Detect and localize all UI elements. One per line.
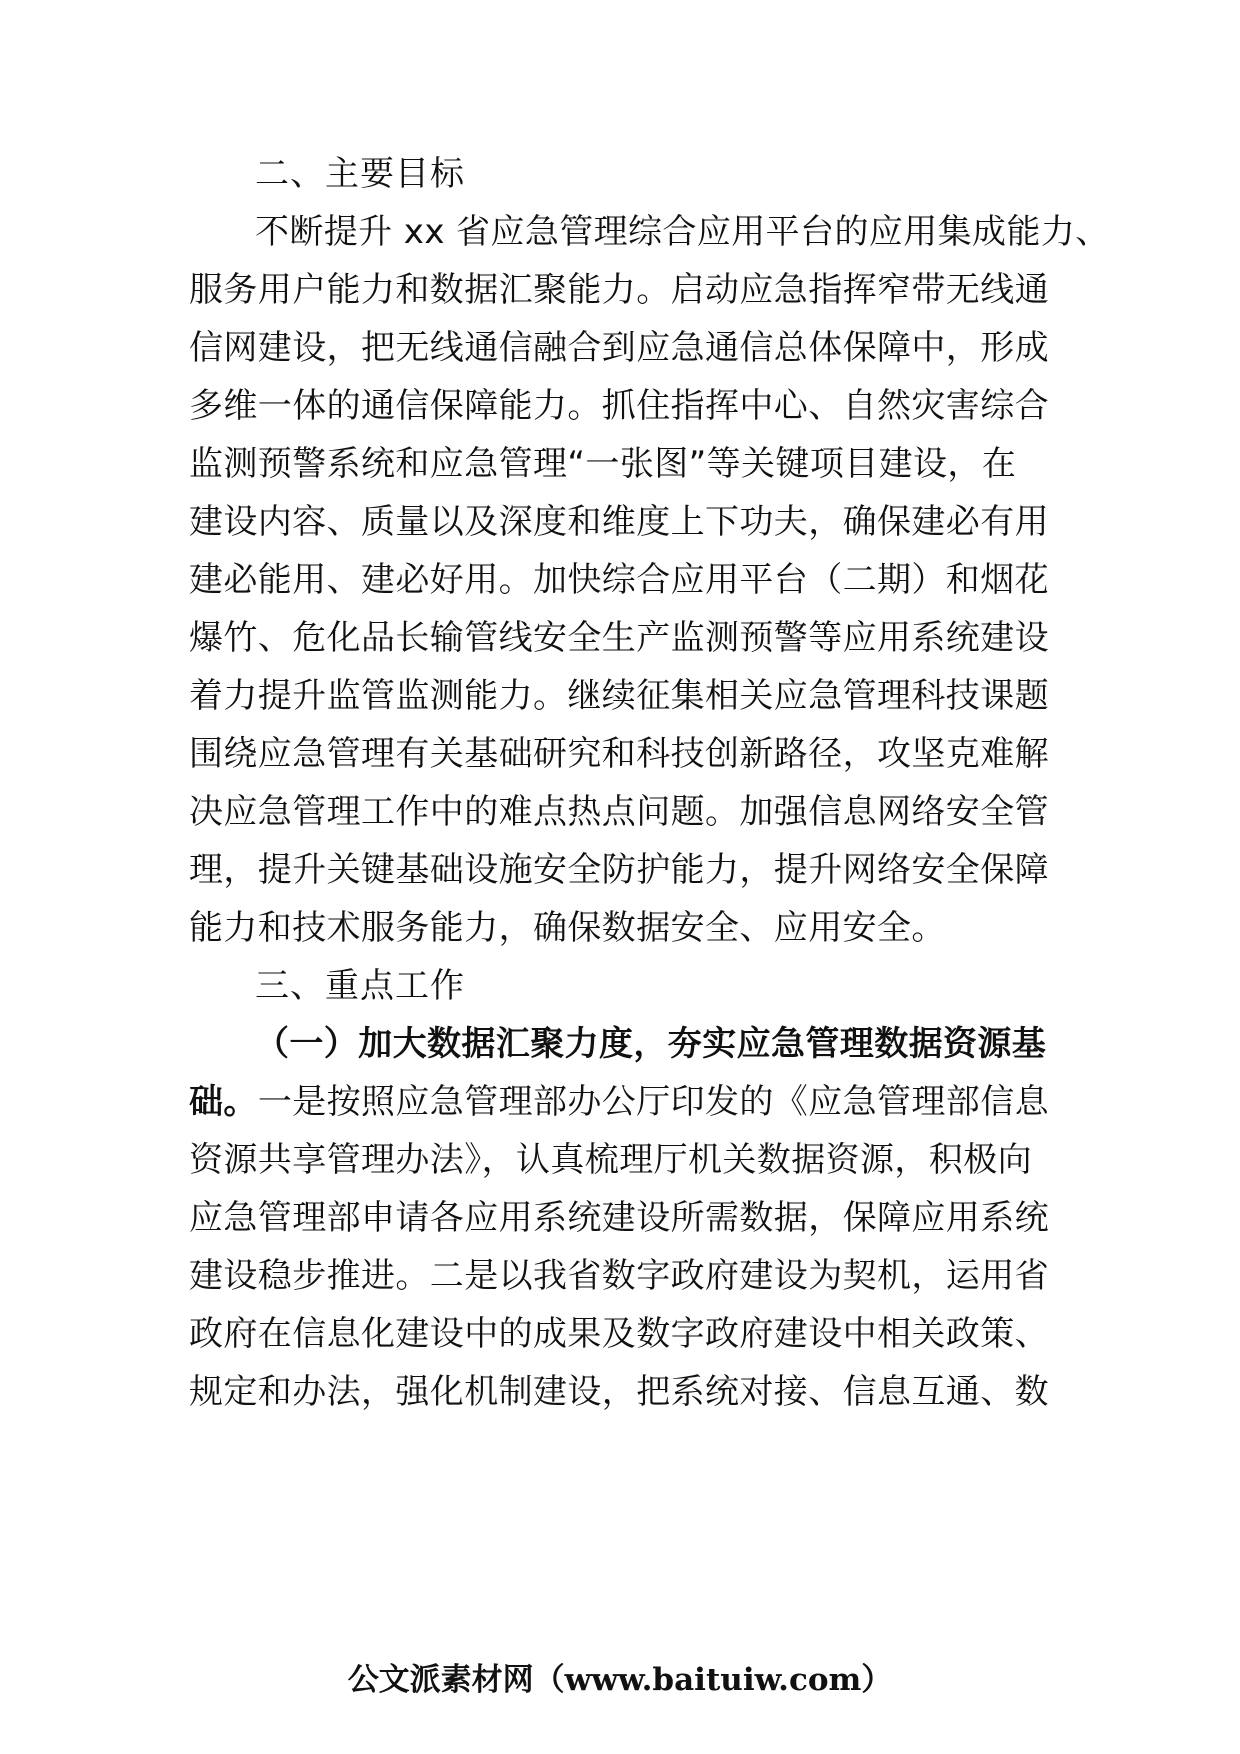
subsection-title-end: 础。 bbox=[189, 1082, 258, 1122]
paragraph-line: 应急管理部申请各应用系统建设所需数据，保障应用系统 bbox=[189, 1198, 1049, 1238]
paragraph-text: 一是按照应急管理部办公厅印发的《应急管理部信息 bbox=[257, 1082, 1050, 1122]
paragraph-line: 着力提升监管监测能力。继续征集相关应急管理科技课题 bbox=[189, 676, 1049, 716]
paragraph-line: 建设稳步推进。二是以我省数字政府建设为契机，运用省 bbox=[189, 1256, 1049, 1296]
paragraph-line: 信网建设，把无线通信融合到应急通信总体保障中，形成 bbox=[189, 328, 1049, 368]
paragraph-line: 理，提升关键基础设施安全防护能力，提升网络安全保障 bbox=[189, 850, 1049, 890]
section-heading-key-work: 三、重点工作 bbox=[255, 966, 465, 1006]
paragraph-line: 政府在信息化建设中的成果及数字政府建设中相关政策、 bbox=[189, 1314, 1049, 1354]
paragraph-line: 服务用户能力和数据汇聚能力。启动应急指挥窄带无线通 bbox=[189, 270, 1049, 310]
subsection-title: （一）加大数据汇聚力度，夯实应急管理数据资源基 bbox=[255, 1024, 1047, 1064]
paragraph-line: 监测预警系统和应急管理“一张图”等关键项目建设，在 bbox=[189, 444, 1017, 484]
paragraph-line: 围绕应急管理有关基础研究和科技创新路径，攻坚克难解 bbox=[189, 734, 1049, 774]
paragraph-line: 多维一体的通信保障能力。抓住指挥中心、自然灾害综合 bbox=[189, 386, 1049, 426]
paragraph-line: 建设内容、质量以及深度和维度上下功夫，确保建必有用 bbox=[189, 502, 1049, 542]
paragraph-line: 资源共享管理办法》，认真梳理厅机关数据资源，积极向 bbox=[189, 1140, 1032, 1180]
paragraph-line: 能力和技术服务能力，确保数据安全、应用安全。 bbox=[189, 908, 946, 948]
paragraph-line: 爆竹、危化品长输管线安全生产监测预警等应用系统建设 bbox=[189, 618, 1049, 658]
paragraph-line-mixed bbox=[189, 1080, 1059, 1124]
section-heading-main-goals: 二、主要目标 bbox=[255, 154, 465, 194]
paragraph-line: 建必能用、建必好用。加快综合应用平台（二期）和烟花 bbox=[189, 560, 1049, 600]
paragraph-line: 决应急管理工作中的难点热点问题。加强信息网络安全管 bbox=[189, 792, 1049, 832]
footer-watermark-text: 公文派素材网（www.baituiw.com） bbox=[347, 1662, 893, 1698]
paragraph-line: 规定和办法，强化机制建设，把系统对接、信息互通、数 bbox=[189, 1372, 1049, 1412]
paragraph-line: 不断提升 xx 省应急管理综合应用平台的应用集成能力、 bbox=[255, 212, 1110, 252]
